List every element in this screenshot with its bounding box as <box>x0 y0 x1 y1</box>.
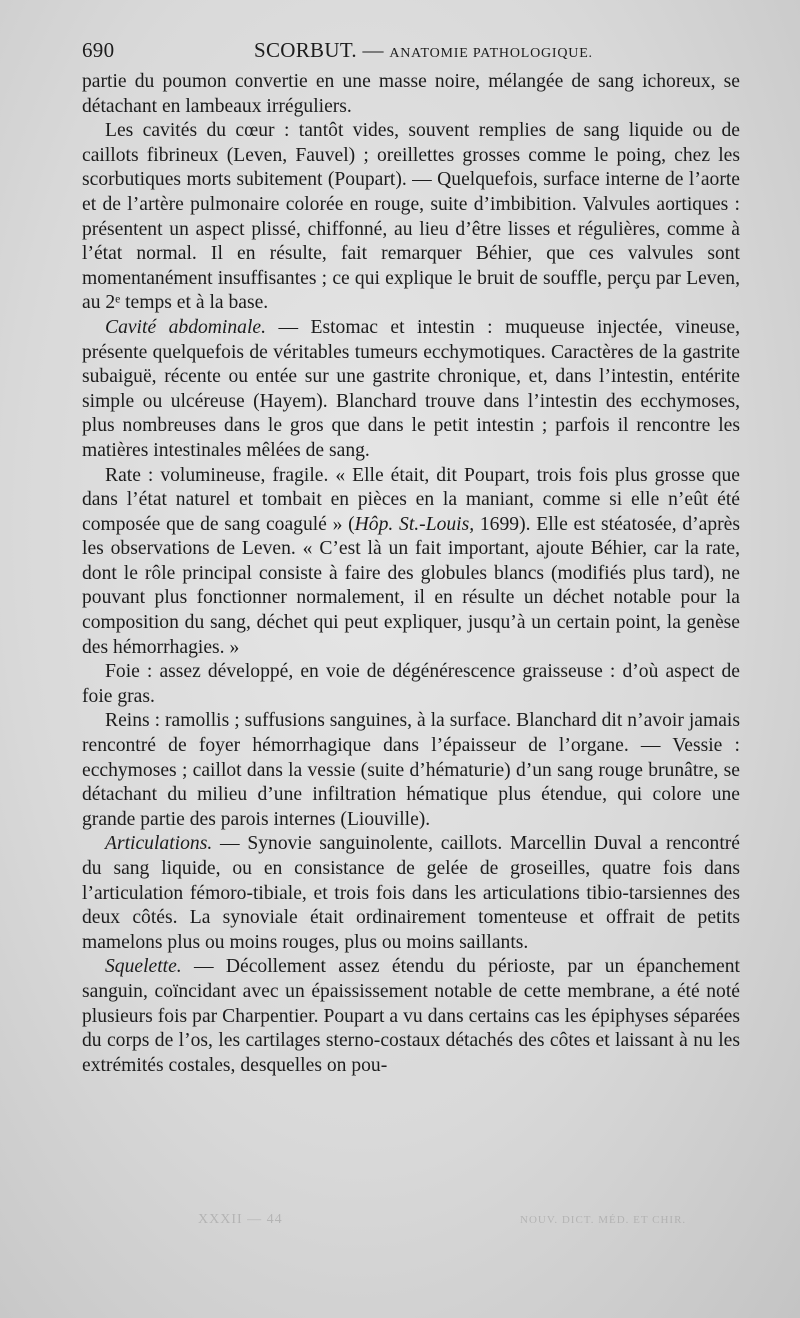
section-lead-abdominal: Cavité abdominale. <box>105 316 267 338</box>
citation-reference: Hôp. St.-Louis, <box>354 513 475 535</box>
paragraph-abdominal-cavity: Cavité abdominale. — Estomac et intestin : muqueuse injectée, vineuse, présente quelquefois de véritables tumeurs ecchymotiques. Caractères de la gastrite subaiguë, récente ou entée sur une gastrite chronique, et, dans l’intestin, entérite simple ou ulcéreuse (Hayem). Blanchard trouve dans l’intestin des ecchymoses, plus nombreuses dans le gros que dans le petit intestin ; parfois il rencontre les matières intestinales mêlées de sang. <box>82 316 740 461</box>
section-lead-joints: Articulations. <box>105 833 213 855</box>
page-number: 690 <box>82 38 115 62</box>
section-lead-skeleton: Squelette. <box>105 956 182 978</box>
paragraph-lung: partie du poumon convertie en une masse noire, mélangée de sang ichoreux, se détachant en lambeaux irréguliers. <box>82 71 740 117</box>
running-title-main: SCORBUT. — <box>254 38 390 62</box>
running-title <box>254 38 593 63</box>
paragraph-joints: Articulations. — Synovie sanguinolente, caillots. Marcellin Duval a rencontré du sang liquide, ou en consistance de gelée de groseilles, quatre fois dans l’articulation fémoro-tibiale, et trois fois dans les articulations tibio-tarsiennes des deux côtés. La synoviale était ordinairement tomenteuse et offrait de petits mamelons plus ou moins rouges, plus ou moins saillants. <box>82 833 740 953</box>
running-header <box>82 38 742 66</box>
bleed-through-imprint: NOUV. DICT. MÉD. ET CHIR. <box>520 1214 687 1226</box>
body-text <box>82 70 740 1078</box>
paragraph-kidneys: Reins : ramollis ; suffusions sanguines, à la surface. Blanchard dit n’avoir jamais rencontré de foyer hémorrhagique dans l’épaisseur de l’organe. — Vessie : ecchymoses ; caillot dans la vessie (suite d’hématurie) d’un sang rouge brunâtre, se détachant du milieu d’une infiltration hématique plus étendue, qui colore une grande partie des parois internes (Liouville). <box>82 710 740 830</box>
paragraph-heart: Les cavités du cœur : tantôt vides, souvent remplies de sang liquide ou de caillots fibrineux (Leven, Fauvel) ; oreillettes grosses comme le poing, chez les scorbutiques morts subitement (Poupart). — Quelquefois, surface interne de l’aorte et de l’artère pulmonaire colorée en rouge, suite d’imbibition. Valvules aortiques : présentent un aspect plissé, chiffonné, au lieu d’être lisses et régulières, comme à l’état normal. Il en résulte, fait remarquer Béhier, que ces valvules sont momentanément insuffisantes ; ce qui explique le bruit de souffle, perçu par Leven, au 2ᵉ temps et à la base. <box>82 120 740 314</box>
paragraph-liver: Foie : assez développé, en voie de dégénérescence graisseuse : d’où aspect de foie gras. <box>82 661 740 707</box>
paragraph-skeleton: Squelette. — Décollement assez étendu du périoste, par un épanchement sanguin, coïncidant avec un épaississement notable de cette membrane, a été noté plusieurs fois par Charpentier. Poupart a vu dans certains cas les épiphyses séparées du corps de l’os, les cartilages sterno-costaux détachés des côtes et laissant à nu les extrémités costales, desquelles on pou- <box>82 956 740 1076</box>
bleed-through-signature: XXXII — 44 <box>198 1212 283 1227</box>
running-title-sub: ANATOMIE PATHOLOGIQUE. <box>389 46 593 61</box>
paragraph-spleen: Rate : volumineuse, fragile. « Elle était, dit Poupart, trois fois plus grosse que dans l’état naturel et tombait en pièces en la maniant, comme si elle n’eût été composée que de sang coagulé » (Hôp. St.-Louis, 1699). Elle est stéatosée, d’après les observations de Leven. « C’est là un fait important, ajoute Béhier, car la rate, dont le rôle principal consiste à faire des globules blancs (modifiés plus tard), ne pouvant plus fonctionner normalement, il en résulte un déchet notable pour la composition du sang, déchet qui peut expliquer, jusqu’à un certain point, la genèse des hémorrhagies. » <box>82 464 740 658</box>
